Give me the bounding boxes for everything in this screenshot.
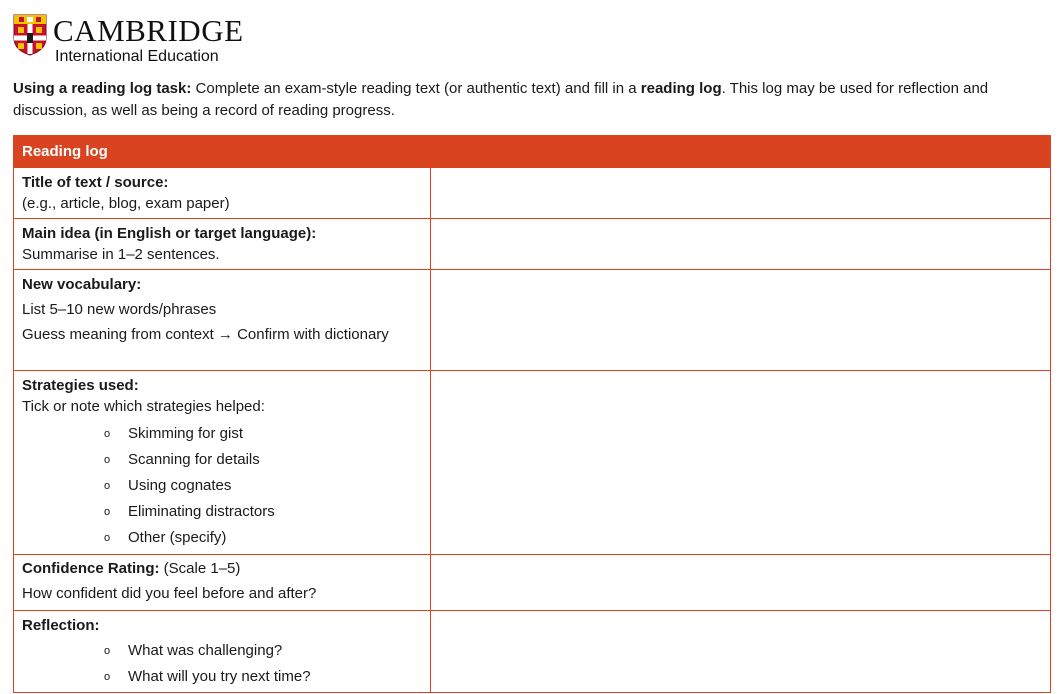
confidence-note: How confident did you feel before and after? xyxy=(22,585,317,602)
strategy-option-label: Skimming for gist xyxy=(128,425,244,442)
confidence-answer-cell[interactable] xyxy=(431,555,1051,611)
list-item[interactable] xyxy=(104,499,422,525)
list-item[interactable] xyxy=(104,473,422,499)
vocab-line-2: Guess meaning from context → Confirm with dictionary xyxy=(22,326,389,343)
intro-paragraph xyxy=(13,78,1049,122)
reflection-list xyxy=(22,638,422,690)
list-item[interactable] xyxy=(104,664,422,690)
row-reflection xyxy=(14,611,1051,693)
confidence-label: Confidence Rating: xyxy=(22,560,160,577)
title-answer-cell[interactable] xyxy=(431,168,1051,219)
list-item[interactable] xyxy=(104,638,422,664)
table-header: Reading log xyxy=(14,136,1051,168)
strategies-answer-cell[interactable] xyxy=(431,371,1051,555)
bullet-circle-icon: o xyxy=(104,428,111,440)
reflection-label: Reflection: xyxy=(22,617,100,634)
list-item[interactable] xyxy=(104,447,422,473)
strategy-option-label: Using cognates xyxy=(128,477,232,494)
confidence-heading xyxy=(22,558,422,579)
row-strategies xyxy=(14,371,1051,555)
bullet-circle-icon: o xyxy=(104,645,111,657)
logo-text xyxy=(53,13,244,67)
bullet-circle-icon: o xyxy=(104,506,111,518)
list-item[interactable] xyxy=(104,421,422,447)
cambridge-logo xyxy=(13,13,244,65)
row-strategies-label-cell xyxy=(14,371,431,555)
row-confidence-label-cell xyxy=(14,555,431,611)
main-idea-answer-cell[interactable] xyxy=(431,219,1051,270)
row-reflection-label-cell xyxy=(14,611,431,693)
list-item[interactable] xyxy=(104,525,422,551)
vocab-label: New vocabulary: xyxy=(22,276,142,293)
main-idea-label: Main idea (in English or target language): xyxy=(22,225,317,242)
row-vocab-label-cell xyxy=(14,270,431,371)
strategies-note: Tick or note which strategies helped: xyxy=(22,398,265,415)
strategy-option-label: Other (specify) xyxy=(128,529,227,546)
strategy-option-label: Scanning for details xyxy=(128,451,260,468)
cambridge-crest-icon xyxy=(13,14,47,56)
title-note: (e.g., article, blog, exam paper) xyxy=(22,195,230,212)
title-label: Title of text / source: xyxy=(22,174,169,191)
intro-emphasis: reading log xyxy=(640,80,722,97)
intro-text-2: . This log may be used for reflection and discussion, as well as being a record of reading progress. xyxy=(13,80,989,119)
brand-subtitle: International Education xyxy=(55,48,219,65)
row-main-idea xyxy=(14,219,1051,270)
bullet-circle-icon: o xyxy=(104,454,111,466)
row-title xyxy=(14,168,1051,219)
bullet-circle-icon: o xyxy=(104,671,111,683)
main-idea-note: Summarise in 1–2 sentences. xyxy=(22,246,220,263)
intro-lead: Using a reading log task: xyxy=(13,80,192,97)
confidence-scale: (Scale 1–5) xyxy=(159,560,241,577)
strategy-option-label: Eliminating distractors xyxy=(128,503,275,520)
intro-text-1: Complete an exam-style reading text (or authentic text) and fill in a xyxy=(191,80,641,97)
reflection-option-label: What will you try next time? xyxy=(128,668,311,685)
reflection-answer-cell[interactable] xyxy=(431,611,1051,693)
bullet-circle-icon: o xyxy=(104,480,111,492)
bullet-circle-icon: o xyxy=(104,532,111,544)
reflection-option-label: What was challenging? xyxy=(128,642,283,659)
vocab-line-1: List 5–10 new words/phrases xyxy=(22,301,217,318)
row-vocab xyxy=(14,270,1051,371)
brand-name: CAMBRIDGE xyxy=(53,13,244,48)
vocab-answer-cell[interactable] xyxy=(431,270,1051,371)
row-confidence xyxy=(14,555,1051,611)
row-main-idea-label-cell xyxy=(14,219,431,270)
reading-log-table xyxy=(13,135,1051,693)
row-title-label-cell xyxy=(14,168,431,219)
strategies-label: Strategies used: xyxy=(22,377,139,394)
strategies-list xyxy=(22,421,422,551)
